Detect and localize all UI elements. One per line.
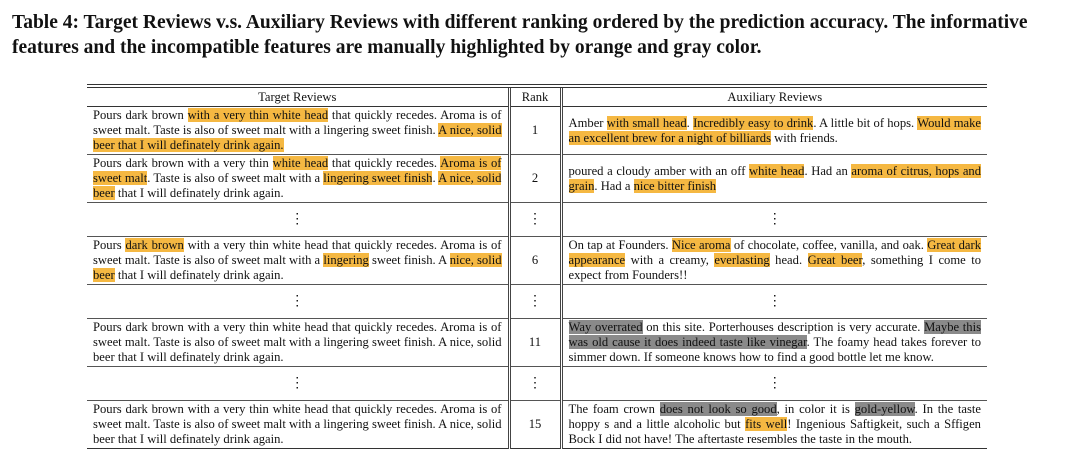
informative-highlight: Incredibly easy to drink [693, 115, 814, 130]
auxiliary-review-cell [561, 401, 987, 449]
review-text: . In the taste hoppy s and a little alcoholic but [568, 402, 982, 431]
vertical-ellipsis: ⋮ [290, 376, 305, 391]
review-text: , in color it is [776, 402, 855, 416]
table-caption: Table 4: Target Reviews v.s. Auxiliary Reviews with different ranking ordered by the prediction accuracy. The informative features and the incompatible features are manually highlighted by orange and gray color. [12, 12, 1028, 58]
vertical-ellipsis: ⋮ [290, 294, 305, 309]
review-text: , something I come to expect from Founders!! [568, 253, 982, 282]
ellipsis-row [87, 203, 987, 237]
informative-highlight: A nice, solid beer that I will definately drink again. [93, 123, 502, 152]
review-text: on this site. Porterhouses description is very accurate. [642, 320, 925, 334]
informative-highlight: Great dark appearance [568, 238, 982, 267]
review-text: The foam crown [568, 402, 660, 416]
review-text: that quickly recedes. Aroma is of sweet malt. Taste is also of sweet malt with a lingering sweet finish. [93, 108, 502, 137]
review-text: Pours dark brown with a very thin white head that quickly recedes. Aroma is of sweet malt. Taste is also of sweet malt with a lingering sweet finish. A nice, solid beer that I will definately drink again. [93, 320, 502, 364]
review-text: Pours dark brown [93, 108, 188, 122]
rank-cell: 11 [509, 319, 561, 367]
informative-highlight: with small head [606, 115, 687, 130]
auxiliary-review-cell [561, 107, 987, 155]
review-text: with a creamy, [625, 253, 715, 267]
informative-highlight: white head [272, 156, 329, 170]
table-row [87, 401, 987, 449]
review-text: sweet finish. A [368, 253, 450, 267]
target-review-cell [87, 319, 509, 367]
informative-highlight: dark brown [125, 238, 184, 252]
incompatible-highlight: Maybe this was old cause it does indeed taste like vinegar [568, 320, 981, 349]
informative-highlight: Would make an excellent brew for a night of billiards [568, 115, 982, 145]
auxiliary-review-cell [561, 155, 987, 203]
rank-cell: 6 [509, 237, 561, 285]
review-text: On tap at Founders. [568, 238, 672, 252]
vertical-ellipsis: ⋮ [767, 294, 782, 309]
vertical-ellipsis: ⋮ [767, 212, 782, 227]
review-text: . Had a [594, 178, 634, 193]
review-text: ! Ingenious Saftigkeit, such a Sffigen Bock I did not have! The aftertaste resembles the taste in the mouth. [568, 417, 981, 446]
ellipsis-row [87, 367, 987, 401]
header-row [87, 86, 987, 107]
rank-cell: 1 [509, 107, 561, 155]
review-text: Pours dark brown with a very thin white head that quickly recedes. Aroma is of sweet malt. Taste is also of sweet malt with a lingering sweet finish. A nice, solid beer that I will definately drink again. [93, 402, 502, 446]
target-review-cell [87, 401, 509, 449]
informative-highlight: lingering sweet finish [323, 171, 433, 185]
review-text: with friends. [770, 130, 838, 145]
table-row [87, 155, 987, 203]
results-table [87, 84, 987, 449]
target-review-cell [87, 237, 509, 285]
informative-highlight: fits well [745, 417, 788, 431]
header-auxiliary-reviews: Auxiliary Reviews [561, 86, 987, 107]
rank-cell: 2 [509, 155, 561, 203]
informative-highlight: nice, solid beer [93, 253, 502, 282]
review-text: poured a cloudy amber with an off [568, 163, 750, 178]
review-text: of chocolate, coffee, vanilla, and oak. [730, 238, 928, 252]
review-text: that I will definately drink again. [114, 186, 284, 200]
vertical-ellipsis: ⋮ [528, 294, 542, 309]
review-text: Amber [568, 115, 607, 130]
vertical-ellipsis: ⋮ [290, 212, 305, 227]
review-text: . [686, 115, 694, 130]
review-text: Pours [93, 238, 126, 252]
table-row [87, 319, 987, 367]
informative-highlight: lingering [323, 253, 369, 267]
informative-highlight: aroma of citrus, hops and grain [568, 163, 982, 193]
incompatible-highlight: gold-yellow [854, 402, 915, 416]
header-target-reviews: Target Reviews [87, 86, 509, 107]
review-text: with a very thin white head that quickly recedes. Aroma is of sweet malt. Taste is also of sweet malt with a [93, 238, 502, 267]
review-text: . The foamy head takes forever to simmer down. If someone knows how to find a good bottle let me know. [568, 335, 981, 364]
review-text: that I will definately drink again. [114, 268, 284, 282]
vertical-ellipsis: ⋮ [528, 212, 542, 227]
informative-highlight: white head [749, 163, 805, 178]
informative-highlight: Aroma is of sweet malt [93, 156, 502, 185]
review-text: . A little bit of hops. [813, 115, 918, 130]
incompatible-highlight: does not look so good [659, 402, 777, 416]
rank-cell: 15 [509, 401, 561, 449]
vertical-ellipsis: ⋮ [767, 376, 782, 391]
header-rank: Rank [509, 86, 561, 107]
informative-highlight: with a very thin white head [187, 108, 329, 122]
review-text: . Had an [804, 163, 852, 178]
informative-highlight: Great beer [807, 253, 863, 267]
vertical-ellipsis: ⋮ [528, 376, 542, 391]
auxiliary-review-cell [561, 237, 987, 285]
incompatible-highlight: Way overrated [568, 320, 643, 334]
review-text: . Taste is also of sweet malt with a [147, 171, 324, 185]
ellipsis-row [87, 285, 987, 319]
auxiliary-review-cell [561, 319, 987, 367]
target-review-cell [87, 155, 509, 203]
review-text: Pours dark brown with a very thin [93, 156, 273, 170]
informative-highlight: nice bitter finish [633, 178, 717, 193]
table-row [87, 237, 987, 285]
target-review-cell [87, 107, 509, 155]
table-row [87, 107, 987, 155]
informative-highlight: A nice, solid beer [93, 171, 502, 200]
review-text: . [432, 171, 439, 185]
informative-highlight: Nice aroma [671, 238, 731, 252]
review-text: head. [769, 253, 808, 267]
review-text: that quickly recedes. [328, 156, 441, 170]
informative-highlight: everlasting [714, 253, 770, 267]
